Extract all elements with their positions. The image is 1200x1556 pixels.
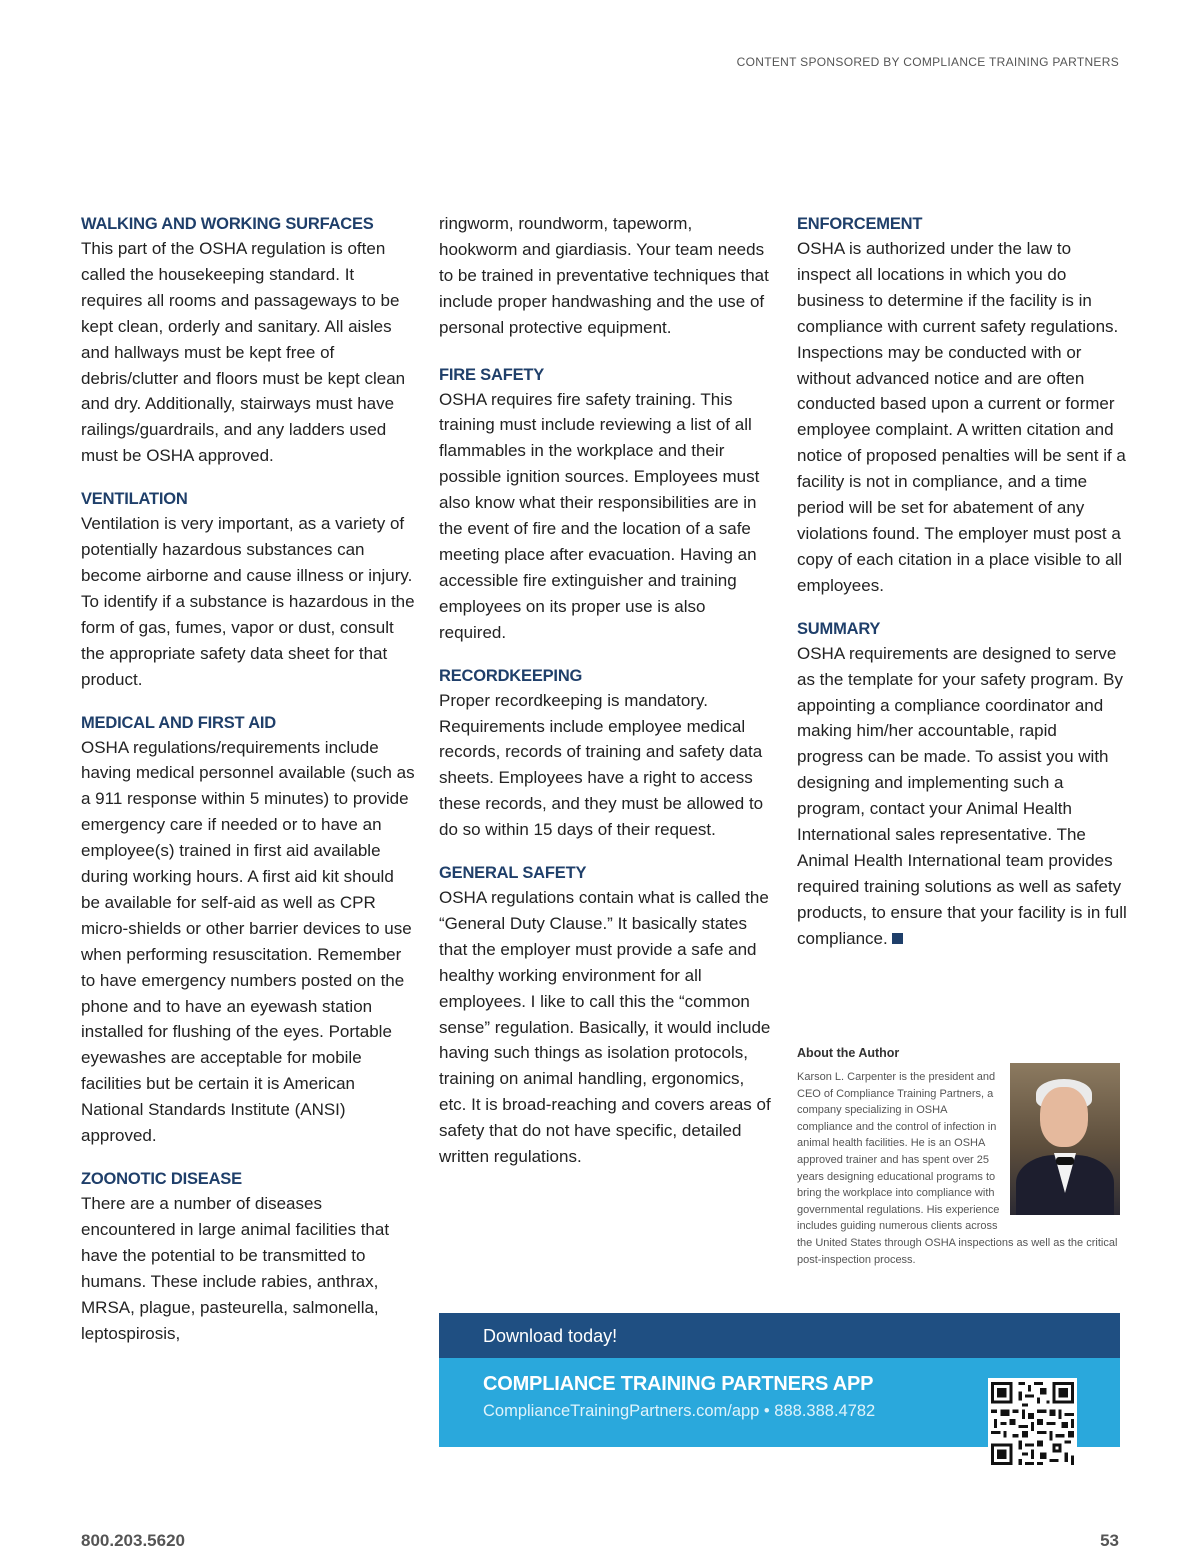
qr-code-icon[interactable]	[988, 1378, 1077, 1469]
heading-recordkeeping: RECORDKEEPING	[439, 666, 583, 685]
column-1	[81, 212, 416, 1364]
text-enforcement: OSHA is authorized under the law to inspect all locations in which you do business to determine if the facility is in compliance with current safety regulations. Inspections may be conducted with or without advanced notice and are often conducted based upon a current or former employee complaint. A written citation and notice of proposed penalties will be sent if a facility is not in compliance, and a time period will be set for abatement of any violations found. The employer must post a copy of each citation in a place visible to all employees.	[797, 239, 1126, 595]
page-number: 53	[1100, 1531, 1119, 1550]
heading-zoonotic: ZOONOTIC DISEASE	[81, 1170, 242, 1188]
text-recordkeeping: Proper recordkeeping is mandatory. Requirements include employee medical records, records of training and safety data sheets. Employees have a right to access these records, and they must be allowed to do so within 15 days of their request.	[439, 690, 764, 840]
text-summary	[797, 641, 1127, 952]
text-ventilation: Ventilation is very important, as a variety of potentially hazardous substances can become airborne and cause illness or injury. To identify if a substance is hazardous in the form of gas, fumes, vapor or dust, consult the appropriate safety data sheet for that product.	[81, 514, 415, 689]
banner-title: COMPLIANCE TRAINING PARTNERS APP	[483, 1373, 874, 1395]
column-2	[439, 211, 774, 1188]
column-3	[797, 212, 1127, 970]
heading-fire: FIRE SAFETY	[439, 365, 545, 384]
text-zoonotic-part2: ringworm, roundworm, tapeworm, hookworm and giardiasis. Your team needs to be trained in preventative techniques that include proper handwashing and the use of personal protective equipment.	[439, 214, 769, 337]
end-mark-icon	[892, 933, 903, 944]
heading-summary: SUMMARY	[797, 619, 881, 638]
author-heading: About the Author	[797, 1046, 900, 1060]
heading-general: GENERAL SAFETY	[439, 864, 587, 883]
app-banner	[439, 1313, 1120, 1447]
about-author	[797, 1046, 1120, 1268]
text-medical: OSHA regulations/requirements include having medical personnel available (such as a 911 response within 5 minutes) to provide emergency care if needed or to have an employee(s) trained in first aid available during working hours. A first aid kit should be available for self-aid as well as CPR micro-shields or other barrier devices to use when performing resuscitation. Remember to have emergency numbers posted on the phone and to have an eyewash station installed for flushing of the eyes. Portable eyewashes are acceptable for mobile facilities but be certain it is American National Standards Institute (ANSI) approved.	[81, 737, 415, 1146]
heading-medical: MEDICAL AND FIRST AID	[81, 713, 277, 732]
text-summary-body: OSHA requirements are designed to serve as the template for your safety program. By appointing a compliance coordinator and making him/her accountable, rapid progress can be made. To assist you with designing and implementing such a program, contact your Animal Health International sales representative. The Animal Health International team provides required training solutions as well as safety products, to ensure that your facility is in full compliance.	[797, 643, 1127, 948]
heading-ventilation: VENTILATION	[81, 490, 188, 509]
text-fire: OSHA requires fire safety training. This training must include reviewing a list of all flammables in the workplace and their possible ignition sources. Employees must also know what their responsibilities are in the event of fire and the location of a safe meeting place after evacuation. Having an accessible fire extinguisher and training employees on its proper use is also required.	[439, 389, 760, 642]
text-zoonotic-part1: There are a number of diseases encountered in large animal facilities that have the potential to be transmitted to humans. These include rabies, anthrax, MRSA, plague, pasteurella, salmonella, leptospirosis,	[81, 1194, 390, 1343]
banner-download-label: Download today!	[439, 1313, 1120, 1358]
heading-walking: WALKING AND WORKING SURFACES	[81, 215, 374, 233]
text-general: OSHA regulations contain what is called the “General Duty Clause.” It basically states that the employer must provide a safe and healthy working environment for all employees. I like to call this the “common sense” regulation. Basically, it would include having such things as isolation protocols, training on animal handling, ergonomics, etc. It is broad-reaching and covers areas of safety that do not have specific, detailed written regulations.	[439, 888, 771, 1167]
sponsor-note: CONTENT SPONSORED BY COMPLIANCE TRAINING PARTNERS	[736, 55, 1119, 69]
author-photo	[1010, 1063, 1120, 1215]
banner-link[interactable]: ComplianceTrainingPartners.com/app • 888.388.4782	[483, 1402, 876, 1420]
heading-enforcement: ENFORCEMENT	[797, 215, 923, 233]
author-bio: Karson L. Carpenter is the president and CEO of Compliance Training Partners, a company specializing in OSHA compliance and the control of infection in animal health facilities. He is an OSHA approved trainer and has spent over 25 years designing educational programs to bring the workplace into compliance with governmental regulations. His experience includes guiding numerous clients across the United States through OSHA inspections as well as the critical post-inspection process.	[797, 1071, 1118, 1266]
footer-phone: 800.203.5620	[81, 1531, 185, 1550]
text-walking: This part of the OSHA regulation is often called the housekeeping standard. It requires all rooms and passageways to be kept clean, orderly and sanitary. All aisles and hallways must be kept free of debris/clutter and floors must be kept clean and dry. Additionally, stairways must have railings/guardrails, and any ladders used must be OSHA approved.	[81, 239, 406, 466]
banner-body	[439, 1358, 1120, 1447]
